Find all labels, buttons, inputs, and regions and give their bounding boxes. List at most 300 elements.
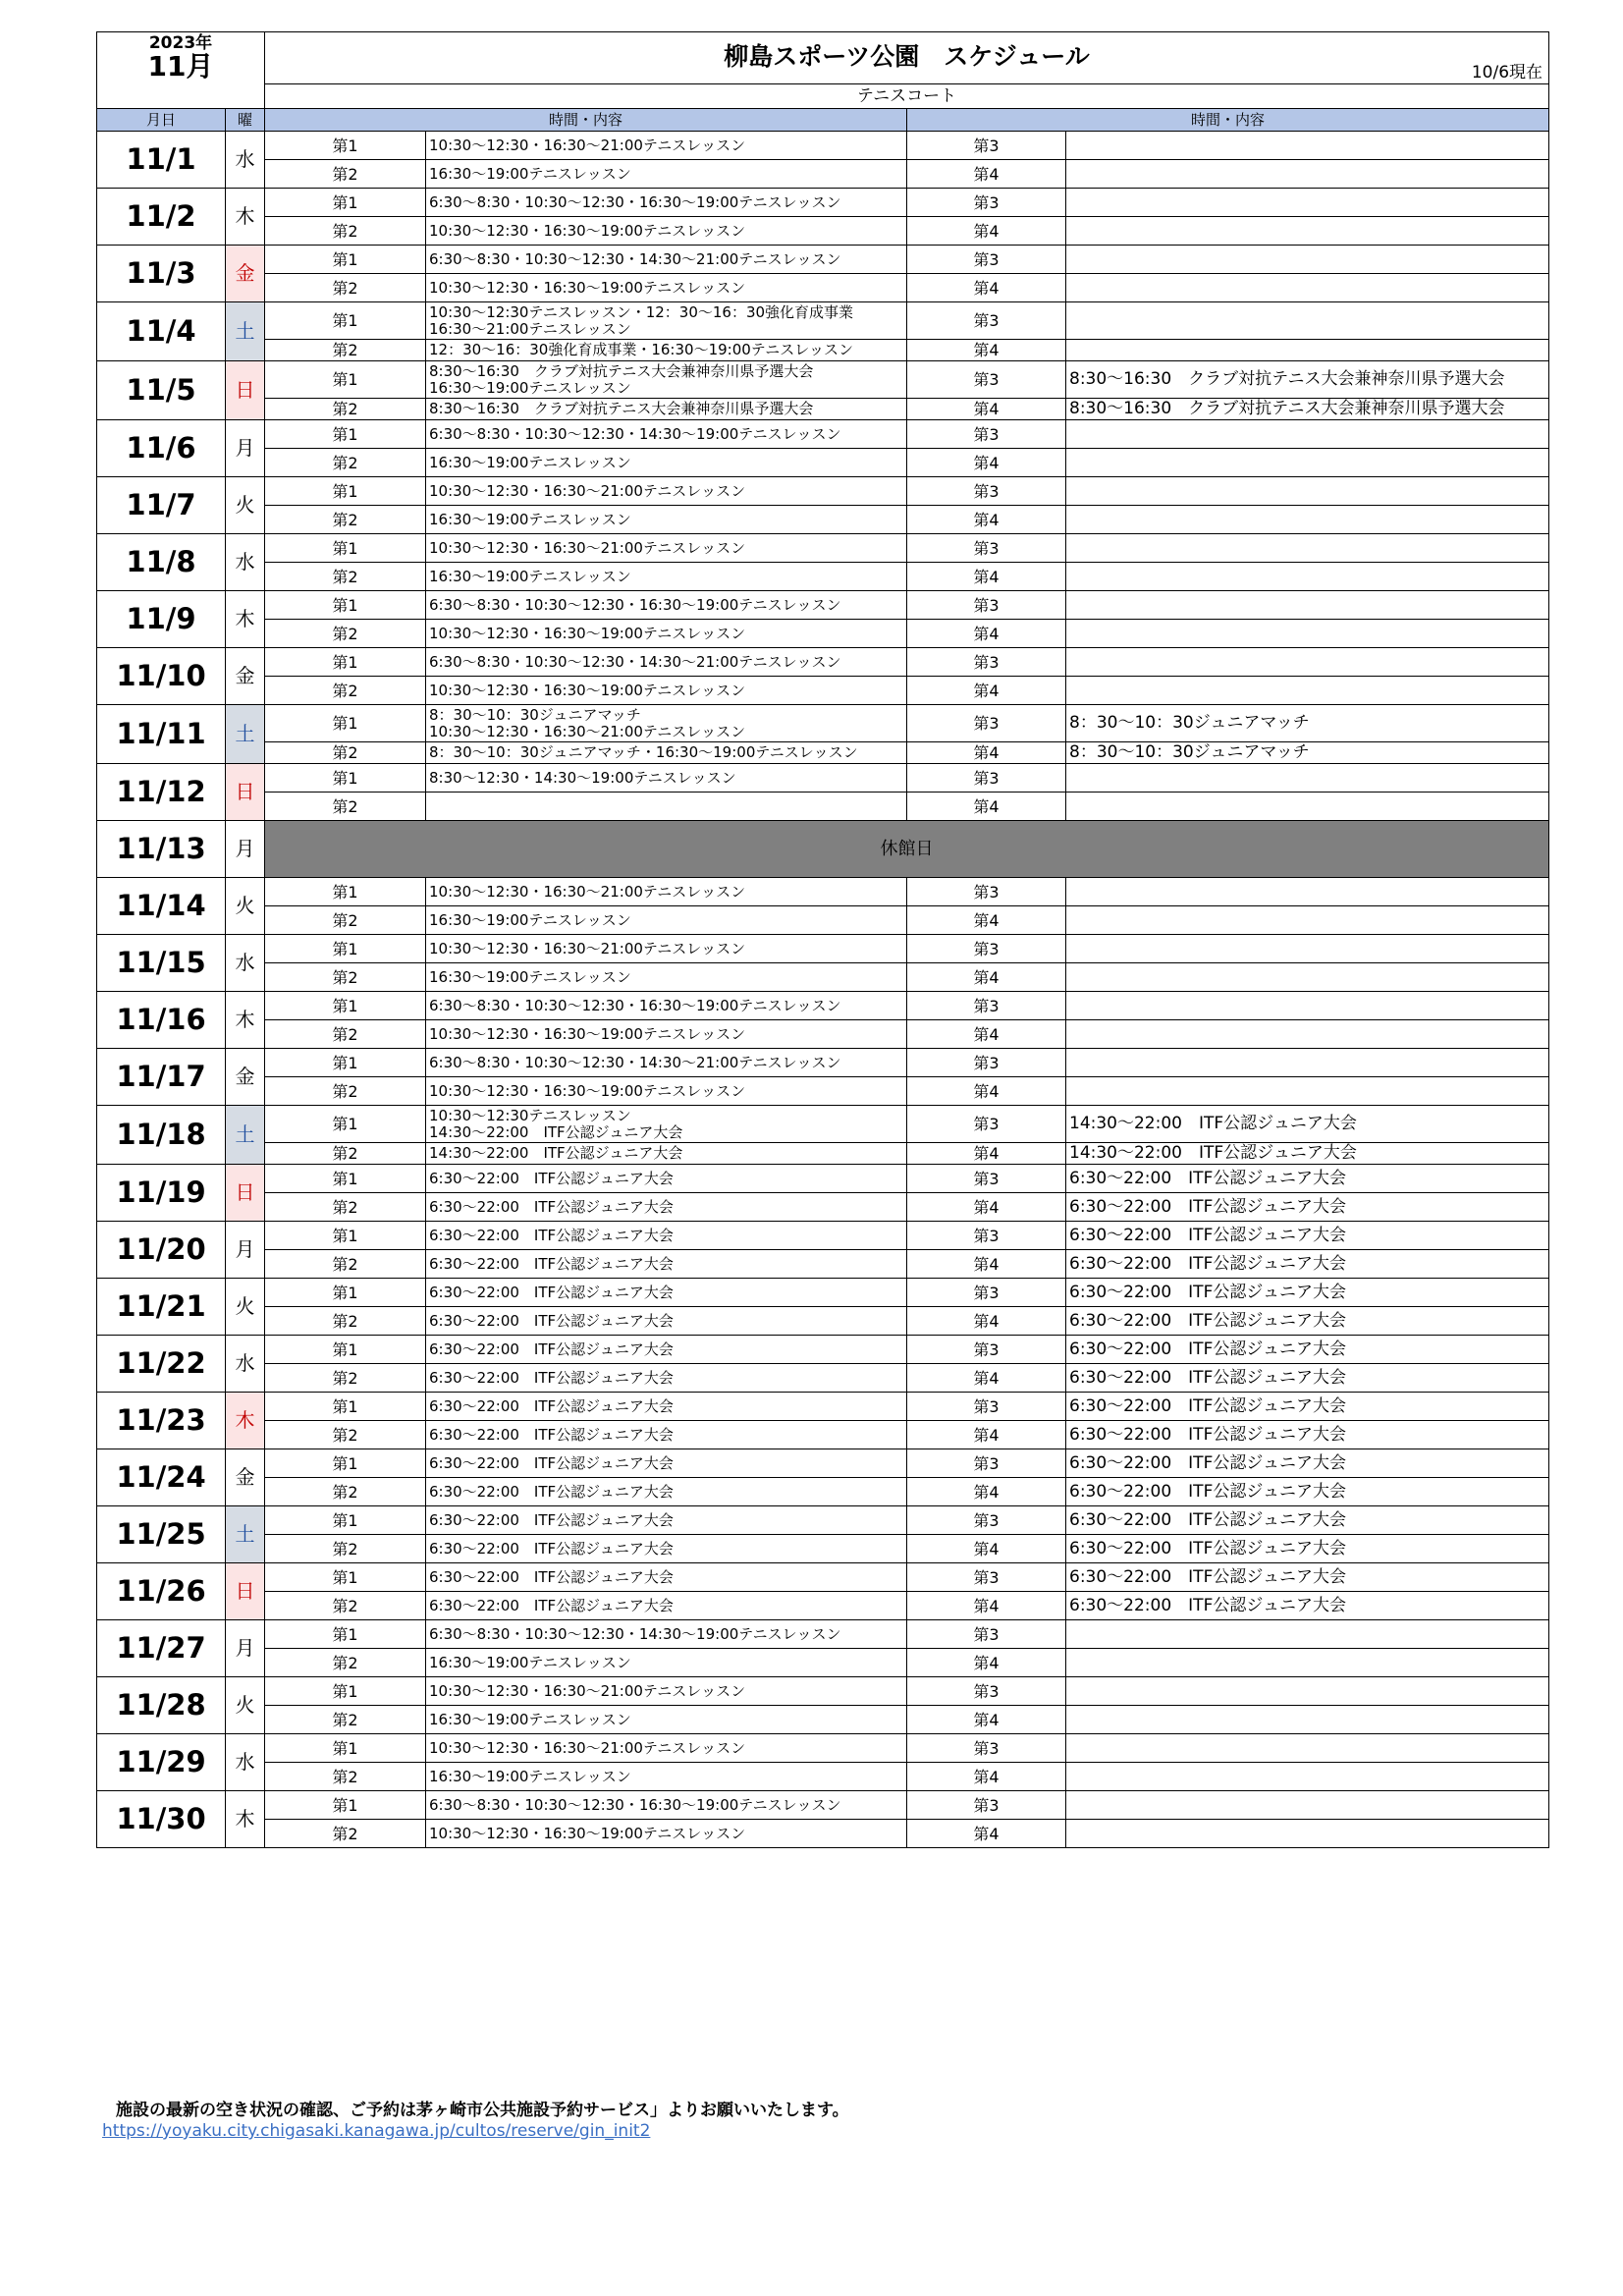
court-4-schedule: 6:30～22:00 ITF公認ジュニア大会 bbox=[1066, 1535, 1549, 1563]
court-label: 第1 bbox=[265, 1449, 426, 1478]
court-label: 第4 bbox=[907, 340, 1066, 361]
court-1-schedule: 10:30～12:30・16:30～21:00テニスレッスン bbox=[426, 935, 907, 963]
court-4-schedule bbox=[1066, 449, 1549, 477]
day-row-second bbox=[97, 1592, 1549, 1620]
court-1-schedule: 6:30～22:00 ITF公認ジュニア大会 bbox=[426, 1165, 907, 1193]
court-label: 第3 bbox=[907, 764, 1066, 793]
court-label: 第4 bbox=[907, 1706, 1066, 1734]
day-date: 11/6 bbox=[97, 420, 226, 477]
court-label: 第2 bbox=[265, 217, 426, 246]
court-label: 第4 bbox=[907, 1364, 1066, 1393]
day-row bbox=[97, 246, 1549, 274]
court-label: 第1 bbox=[265, 1563, 426, 1592]
court-2-schedule: 10:30～12:30・16:30～19:00テニスレッスン bbox=[426, 274, 907, 302]
court-3-schedule bbox=[1066, 591, 1549, 620]
court-2-schedule: 16:30～19:00テニスレッスン bbox=[426, 449, 907, 477]
day-date: 11/2 bbox=[97, 189, 226, 246]
title-cell bbox=[265, 32, 1549, 84]
court-label: 第3 bbox=[907, 1393, 1066, 1421]
day-row-second bbox=[97, 563, 1549, 591]
court-label: 第2 bbox=[265, 1763, 426, 1791]
day-of-week: 月 bbox=[226, 1222, 265, 1279]
court-2-schedule: 6:30～22:00 ITF公認ジュニア大会 bbox=[426, 1535, 907, 1563]
court-1-schedule: 6:30～22:00 ITF公認ジュニア大会 bbox=[426, 1393, 907, 1421]
day-of-week: 木 bbox=[226, 1791, 265, 1848]
court-2-schedule: 14:30～22:00 ITF公認ジュニア大会 bbox=[426, 1143, 907, 1165]
court-3-schedule bbox=[1066, 935, 1549, 963]
court-label: 第1 bbox=[265, 1620, 426, 1649]
court-4-schedule: 6:30～22:00 ITF公認ジュニア大会 bbox=[1066, 1307, 1549, 1336]
year-month-box-bottom bbox=[97, 84, 265, 109]
court-1-schedule: 6:30～8:30・10:30～12:30・16:30～19:00テニスレッスン bbox=[426, 992, 907, 1020]
court-2-schedule: 10:30～12:30・16:30～19:00テニスレッスン bbox=[426, 217, 907, 246]
day-of-week: 土 bbox=[226, 302, 265, 361]
court-3-schedule bbox=[1066, 246, 1549, 274]
court-label: 第2 bbox=[265, 340, 426, 361]
court-1-schedule: 6:30～8:30・10:30～12:30・14:30～21:00テニスレッスン bbox=[426, 246, 907, 274]
court-label: 第3 bbox=[907, 1049, 1066, 1077]
court-3-schedule: 6:30～22:00 ITF公認ジュニア大会 bbox=[1066, 1279, 1549, 1307]
day-date: 11/30 bbox=[97, 1791, 226, 1848]
month-label: 11月 bbox=[147, 50, 214, 83]
day-of-week: 火 bbox=[226, 1677, 265, 1734]
day-of-week: 金 bbox=[226, 246, 265, 302]
court-2-schedule: 16:30～19:00テニスレッスン bbox=[426, 906, 907, 935]
day-of-week: 月 bbox=[226, 420, 265, 477]
court-label: 第1 bbox=[265, 1165, 426, 1193]
court-label: 第4 bbox=[907, 1307, 1066, 1336]
court-1-schedule: 6:30～8:30・10:30～12:30・16:30～19:00テニスレッスン bbox=[426, 189, 907, 217]
court-label: 第2 bbox=[265, 1307, 426, 1336]
facility-label: テニスコート bbox=[265, 84, 1549, 109]
court-4-schedule bbox=[1066, 677, 1549, 705]
day-row bbox=[97, 1279, 1549, 1307]
court-label: 第4 bbox=[907, 742, 1066, 764]
court-label: 第4 bbox=[907, 1077, 1066, 1106]
court-label: 第1 bbox=[265, 477, 426, 506]
court-label: 第2 bbox=[265, 1649, 426, 1677]
court-3-schedule bbox=[1066, 764, 1549, 793]
court-3-schedule: 6:30～22:00 ITF公認ジュニア大会 bbox=[1066, 1336, 1549, 1364]
day-date: 11/1 bbox=[97, 132, 226, 189]
court-3-schedule: 6:30～22:00 ITF公認ジュニア大会 bbox=[1066, 1393, 1549, 1421]
court-1-schedule: 6:30～8:30・10:30～12:30・14:30～19:00テニスレッスン bbox=[426, 420, 907, 449]
court-label: 第1 bbox=[265, 648, 426, 677]
day-row bbox=[97, 1791, 1549, 1820]
court-3-schedule: 6:30～22:00 ITF公認ジュニア大会 bbox=[1066, 1165, 1549, 1193]
court-label: 第2 bbox=[265, 1706, 426, 1734]
day-date: 11/10 bbox=[97, 648, 226, 705]
court-4-schedule: 6:30～22:00 ITF公認ジュニア大会 bbox=[1066, 1478, 1549, 1506]
day-row-second bbox=[97, 1020, 1549, 1049]
court-label: 第1 bbox=[265, 935, 426, 963]
court-label: 第4 bbox=[907, 1820, 1066, 1848]
court-label: 第3 bbox=[907, 1791, 1066, 1820]
court-1-schedule: 6:30～8:30・10:30～12:30・14:30～21:00テニスレッスン bbox=[426, 648, 907, 677]
schedule-table bbox=[96, 31, 1549, 1848]
court-label: 第4 bbox=[907, 1020, 1066, 1049]
page-title: 柳島スポーツ公園 スケジュール bbox=[724, 41, 1090, 71]
court-2-schedule: 8：30～10：30ジュニアマッチ・16:30～19:00テニスレッスン bbox=[426, 742, 907, 764]
day-row bbox=[97, 1222, 1549, 1250]
court-label: 第2 bbox=[265, 906, 426, 935]
day-row bbox=[97, 477, 1549, 506]
day-date: 11/28 bbox=[97, 1677, 226, 1734]
court-1-schedule: 10:30～12:30・16:30～21:00テニスレッスン bbox=[426, 878, 907, 906]
day-row-second bbox=[97, 506, 1549, 534]
court-label: 第3 bbox=[907, 246, 1066, 274]
court-1-schedule: 10:30～12:30テニスレッスン・12：30～16：30強化育成事業 16:30～21:00テニスレッスン bbox=[426, 302, 907, 340]
day-row bbox=[97, 1620, 1549, 1649]
year-month-box bbox=[97, 32, 265, 84]
day-row-second bbox=[97, 1077, 1549, 1106]
court-label: 第3 bbox=[907, 878, 1066, 906]
court-label: 第3 bbox=[907, 1677, 1066, 1706]
court-4-schedule bbox=[1066, 1077, 1549, 1106]
court-label: 第4 bbox=[907, 506, 1066, 534]
court-label: 第2 bbox=[265, 506, 426, 534]
court-3-schedule: 6:30～22:00 ITF公認ジュニア大会 bbox=[1066, 1222, 1549, 1250]
court-label: 第2 bbox=[265, 274, 426, 302]
day-row-second bbox=[97, 274, 1549, 302]
day-row bbox=[97, 1165, 1549, 1193]
year-label: 2023年 bbox=[148, 33, 213, 54]
day-of-week: 日 bbox=[226, 361, 265, 420]
day-date: 11/19 bbox=[97, 1165, 226, 1222]
day-row bbox=[97, 705, 1549, 742]
court-label: 第1 bbox=[265, 878, 426, 906]
column-header-content-right: 時間・内容 bbox=[907, 109, 1549, 132]
court-4-schedule bbox=[1066, 620, 1549, 648]
day-date: 11/26 bbox=[97, 1563, 226, 1620]
court-label: 第4 bbox=[907, 217, 1066, 246]
day-row-second bbox=[97, 906, 1549, 935]
court-1-schedule: 6:30～22:00 ITF公認ジュニア大会 bbox=[426, 1279, 907, 1307]
court-2-schedule: 6:30～22:00 ITF公認ジュニア大会 bbox=[426, 1250, 907, 1279]
day-date: 11/11 bbox=[97, 705, 226, 764]
reservation-link[interactable]: https://yoyaku.city.chigasaki.kanagawa.jp/cultos/reserve/gin_init2 bbox=[102, 2121, 651, 2141]
court-4-schedule bbox=[1066, 160, 1549, 189]
column-header-dow: 曜 bbox=[226, 109, 265, 132]
court-label: 第2 bbox=[265, 1143, 426, 1165]
court-label: 第2 bbox=[265, 449, 426, 477]
day-of-week: 月 bbox=[226, 1620, 265, 1677]
court-label: 第4 bbox=[907, 449, 1066, 477]
court-label: 第2 bbox=[265, 1250, 426, 1279]
court-4-schedule: 6:30～22:00 ITF公認ジュニア大会 bbox=[1066, 1193, 1549, 1222]
court-label: 第2 bbox=[265, 793, 426, 821]
court-label: 第3 bbox=[907, 420, 1066, 449]
court-1-schedule: 6:30～22:00 ITF公認ジュニア大会 bbox=[426, 1506, 907, 1535]
court-label: 第2 bbox=[265, 1592, 426, 1620]
day-row bbox=[97, 648, 1549, 677]
court-label: 第2 bbox=[265, 620, 426, 648]
court-label: 第1 bbox=[265, 1049, 426, 1077]
court-4-schedule bbox=[1066, 1649, 1549, 1677]
court-label: 第1 bbox=[265, 1279, 426, 1307]
day-of-week: 火 bbox=[226, 1279, 265, 1336]
day-row-second bbox=[97, 1820, 1549, 1848]
day-of-week: 金 bbox=[226, 1049, 265, 1106]
day-row bbox=[97, 821, 1549, 878]
day-date: 11/13 bbox=[97, 821, 226, 878]
court-2-schedule: 10:30～12:30・16:30～19:00テニスレッスン bbox=[426, 1077, 907, 1106]
court-4-schedule bbox=[1066, 1763, 1549, 1791]
court-4-schedule bbox=[1066, 1706, 1549, 1734]
court-2-schedule bbox=[426, 793, 907, 821]
court-label: 第4 bbox=[907, 160, 1066, 189]
day-row bbox=[97, 1677, 1549, 1706]
day-row bbox=[97, 1049, 1549, 1077]
court-label: 第3 bbox=[907, 1620, 1066, 1649]
court-label: 第2 bbox=[265, 1077, 426, 1106]
court-label: 第4 bbox=[907, 1193, 1066, 1222]
court-3-schedule bbox=[1066, 189, 1549, 217]
court-label: 第1 bbox=[265, 1222, 426, 1250]
day-row-second bbox=[97, 1478, 1549, 1506]
court-3-schedule: 14:30～22:00 ITF公認ジュニア大会 bbox=[1066, 1106, 1549, 1143]
court-label: 第2 bbox=[265, 399, 426, 420]
court-label: 第1 bbox=[265, 1677, 426, 1706]
day-row-second bbox=[97, 677, 1549, 705]
court-3-schedule bbox=[1066, 1734, 1549, 1763]
column-header-content-left: 時間・内容 bbox=[265, 109, 907, 132]
court-2-schedule: 16:30～19:00テニスレッスン bbox=[426, 506, 907, 534]
day-row-second bbox=[97, 793, 1549, 821]
court-label: 第3 bbox=[907, 992, 1066, 1020]
day-row-second bbox=[97, 340, 1549, 361]
day-row-second bbox=[97, 399, 1549, 420]
day-row bbox=[97, 1563, 1549, 1592]
day-row bbox=[97, 534, 1549, 563]
court-label: 第2 bbox=[265, 1478, 426, 1506]
court-2-schedule: 16:30～19:00テニスレッスン bbox=[426, 963, 907, 992]
day-row-second bbox=[97, 1307, 1549, 1336]
day-of-week: 水 bbox=[226, 132, 265, 189]
court-label: 第4 bbox=[907, 1478, 1066, 1506]
court-label: 第3 bbox=[907, 477, 1066, 506]
day-of-week: 日 bbox=[226, 764, 265, 821]
court-label: 第1 bbox=[265, 132, 426, 160]
day-date: 11/22 bbox=[97, 1336, 226, 1393]
court-4-schedule bbox=[1066, 340, 1549, 361]
court-3-schedule bbox=[1066, 1620, 1549, 1649]
day-date: 11/15 bbox=[97, 935, 226, 992]
court-2-schedule: 10:30～12:30・16:30～19:00テニスレッスン bbox=[426, 1020, 907, 1049]
day-of-week: 木 bbox=[226, 189, 265, 246]
court-3-schedule bbox=[1066, 132, 1549, 160]
court-label: 第2 bbox=[265, 1535, 426, 1563]
court-2-schedule: 6:30～22:00 ITF公認ジュニア大会 bbox=[426, 1478, 907, 1506]
court-4-schedule: 8:30～16:30 クラブ対抗テニス大会兼神奈川県予選大会 bbox=[1066, 399, 1549, 420]
court-3-schedule bbox=[1066, 1791, 1549, 1820]
court-3-schedule bbox=[1066, 302, 1549, 340]
day-date: 11/9 bbox=[97, 591, 226, 648]
court-2-schedule: 6:30～22:00 ITF公認ジュニア大会 bbox=[426, 1421, 907, 1449]
court-label: 第1 bbox=[265, 361, 426, 399]
day-row bbox=[97, 1336, 1549, 1364]
court-label: 第2 bbox=[265, 1364, 426, 1393]
day-row bbox=[97, 132, 1549, 160]
court-label: 第4 bbox=[907, 399, 1066, 420]
day-row-second bbox=[97, 963, 1549, 992]
day-date: 11/24 bbox=[97, 1449, 226, 1506]
day-row bbox=[97, 764, 1549, 793]
footer-note: 施設の最新の空き状況の確認、ご予約は茅ヶ崎市公共施設予約サービス」よりお願いいたします。 bbox=[116, 2101, 849, 2120]
court-label: 第1 bbox=[265, 705, 426, 742]
court-4-schedule: 8：30～10：30ジュニアマッチ bbox=[1066, 742, 1549, 764]
court-label: 第1 bbox=[265, 246, 426, 274]
court-3-schedule: 6:30～22:00 ITF公認ジュニア大会 bbox=[1066, 1449, 1549, 1478]
court-label: 第1 bbox=[265, 1393, 426, 1421]
day-date: 11/23 bbox=[97, 1393, 226, 1449]
day-row-second bbox=[97, 1143, 1549, 1165]
court-2-schedule: 16:30～19:00テニスレッスン bbox=[426, 1649, 907, 1677]
as-of-date: 10/6現在 bbox=[1471, 63, 1543, 82]
court-2-schedule: 16:30～19:00テニスレッスン bbox=[426, 160, 907, 189]
court-label: 第4 bbox=[907, 1421, 1066, 1449]
day-of-week: 水 bbox=[226, 1734, 265, 1791]
court-2-schedule: 16:30～19:00テニスレッスン bbox=[426, 563, 907, 591]
court-label: 第2 bbox=[265, 1020, 426, 1049]
day-row-second bbox=[97, 1421, 1549, 1449]
court-4-schedule bbox=[1066, 1820, 1549, 1848]
court-label: 第3 bbox=[907, 705, 1066, 742]
court-label: 第3 bbox=[907, 1449, 1066, 1478]
court-2-schedule: 6:30～22:00 ITF公認ジュニア大会 bbox=[426, 1364, 907, 1393]
day-of-week: 土 bbox=[226, 1506, 265, 1563]
court-2-schedule: 10:30～12:30・16:30～19:00テニスレッスン bbox=[426, 677, 907, 705]
court-4-schedule: 6:30～22:00 ITF公認ジュニア大会 bbox=[1066, 1421, 1549, 1449]
court-label: 第4 bbox=[907, 563, 1066, 591]
court-label: 第1 bbox=[265, 534, 426, 563]
court-label: 第3 bbox=[907, 1563, 1066, 1592]
day-of-week: 金 bbox=[226, 1449, 265, 1506]
court-3-schedule bbox=[1066, 477, 1549, 506]
court-label: 第3 bbox=[907, 132, 1066, 160]
court-1-schedule: 6:30～22:00 ITF公認ジュニア大会 bbox=[426, 1449, 907, 1478]
court-label: 第2 bbox=[265, 1820, 426, 1848]
court-1-schedule: 10:30～12:30・16:30～21:00テニスレッスン bbox=[426, 132, 907, 160]
day-row bbox=[97, 1506, 1549, 1535]
court-1-schedule: 6:30～8:30・10:30～12:30・16:30～19:00テニスレッスン bbox=[426, 591, 907, 620]
court-3-schedule bbox=[1066, 992, 1549, 1020]
day-date: 11/16 bbox=[97, 992, 226, 1049]
day-row bbox=[97, 361, 1549, 399]
day-of-week: 木 bbox=[226, 992, 265, 1049]
day-of-week: 水 bbox=[226, 1336, 265, 1393]
court-label: 第2 bbox=[265, 963, 426, 992]
court-1-schedule: 6:30～8:30・10:30～12:30・14:30～21:00テニスレッスン bbox=[426, 1049, 907, 1077]
court-4-schedule bbox=[1066, 217, 1549, 246]
court-1-schedule: 10:30～12:30・16:30～21:00テニスレッスン bbox=[426, 1734, 907, 1763]
court-label: 第3 bbox=[907, 1336, 1066, 1364]
court-3-schedule: 8：30～10：30ジュニアマッチ bbox=[1066, 705, 1549, 742]
court-label: 第3 bbox=[907, 1222, 1066, 1250]
day-row-second bbox=[97, 742, 1549, 764]
day-of-week: 土 bbox=[226, 705, 265, 764]
court-4-schedule bbox=[1066, 793, 1549, 821]
court-label: 第3 bbox=[907, 1165, 1066, 1193]
day-row-second bbox=[97, 1193, 1549, 1222]
day-row-second bbox=[97, 1649, 1549, 1677]
court-1-schedule: 10:30～12:30・16:30～21:00テニスレッスン bbox=[426, 477, 907, 506]
day-row bbox=[97, 302, 1549, 340]
day-row-second bbox=[97, 160, 1549, 189]
court-label: 第4 bbox=[907, 274, 1066, 302]
court-3-schedule bbox=[1066, 648, 1549, 677]
court-label: 第1 bbox=[265, 1791, 426, 1820]
day-row bbox=[97, 1393, 1549, 1421]
court-label: 第2 bbox=[265, 160, 426, 189]
day-row bbox=[97, 935, 1549, 963]
day-of-week: 木 bbox=[226, 591, 265, 648]
day-date: 11/17 bbox=[97, 1049, 226, 1106]
day-row bbox=[97, 878, 1549, 906]
day-row bbox=[97, 189, 1549, 217]
day-row-second bbox=[97, 620, 1549, 648]
day-of-week: 日 bbox=[226, 1165, 265, 1222]
day-date: 11/7 bbox=[97, 477, 226, 534]
court-label: 第4 bbox=[907, 620, 1066, 648]
day-row bbox=[97, 992, 1549, 1020]
day-date: 11/20 bbox=[97, 1222, 226, 1279]
court-label: 第2 bbox=[265, 1193, 426, 1222]
court-label: 第4 bbox=[907, 793, 1066, 821]
court-2-schedule: 6:30～22:00 ITF公認ジュニア大会 bbox=[426, 1193, 907, 1222]
court-4-schedule bbox=[1066, 563, 1549, 591]
court-label: 第1 bbox=[265, 591, 426, 620]
day-of-week: 火 bbox=[226, 477, 265, 534]
day-date: 11/27 bbox=[97, 1620, 226, 1677]
day-of-week: 日 bbox=[226, 1563, 265, 1620]
court-2-schedule: 8:30～16:30 クラブ対抗テニス大会兼神奈川県予選大会 bbox=[426, 399, 907, 420]
day-row-second bbox=[97, 1706, 1549, 1734]
court-label: 第3 bbox=[907, 361, 1066, 399]
court-label: 第3 bbox=[907, 1279, 1066, 1307]
court-4-schedule bbox=[1066, 506, 1549, 534]
court-1-schedule: 8:30～16:30 クラブ対抗テニス大会兼神奈川県予選大会 16:30～19:00テニスレッスン bbox=[426, 361, 907, 399]
day-row-second bbox=[97, 1250, 1549, 1279]
court-2-schedule: 16:30～19:00テニスレッスン bbox=[426, 1706, 907, 1734]
court-label: 第4 bbox=[907, 1763, 1066, 1791]
court-label: 第1 bbox=[265, 1336, 426, 1364]
day-date: 11/25 bbox=[97, 1506, 226, 1563]
court-2-schedule: 6:30～22:00 ITF公認ジュニア大会 bbox=[426, 1307, 907, 1336]
court-1-schedule: 6:30～8:30・10:30～12:30・16:30～19:00テニスレッスン bbox=[426, 1791, 907, 1820]
court-4-schedule: 6:30～22:00 ITF公認ジュニア大会 bbox=[1066, 1592, 1549, 1620]
court-label: 第3 bbox=[907, 1106, 1066, 1143]
court-label: 第3 bbox=[907, 935, 1066, 963]
day-of-week: 火 bbox=[226, 878, 265, 935]
day-row bbox=[97, 1106, 1549, 1143]
court-4-schedule bbox=[1066, 906, 1549, 935]
day-row bbox=[97, 591, 1549, 620]
court-label: 第3 bbox=[907, 302, 1066, 340]
court-2-schedule: 16:30～19:00テニスレッスン bbox=[426, 1763, 907, 1791]
court-1-schedule: 10:30～12:30・16:30～21:00テニスレッスン bbox=[426, 1677, 907, 1706]
court-label: 第2 bbox=[265, 677, 426, 705]
court-4-schedule bbox=[1066, 1020, 1549, 1049]
court-label: 第3 bbox=[907, 591, 1066, 620]
schedule-sheet bbox=[96, 31, 1548, 1848]
day-date: 11/29 bbox=[97, 1734, 226, 1791]
day-date: 11/8 bbox=[97, 534, 226, 591]
day-row bbox=[97, 1449, 1549, 1478]
court-3-schedule bbox=[1066, 878, 1549, 906]
court-1-schedule: 10:30～12:30・16:30～21:00テニスレッスン bbox=[426, 534, 907, 563]
day-date: 11/3 bbox=[97, 246, 226, 302]
